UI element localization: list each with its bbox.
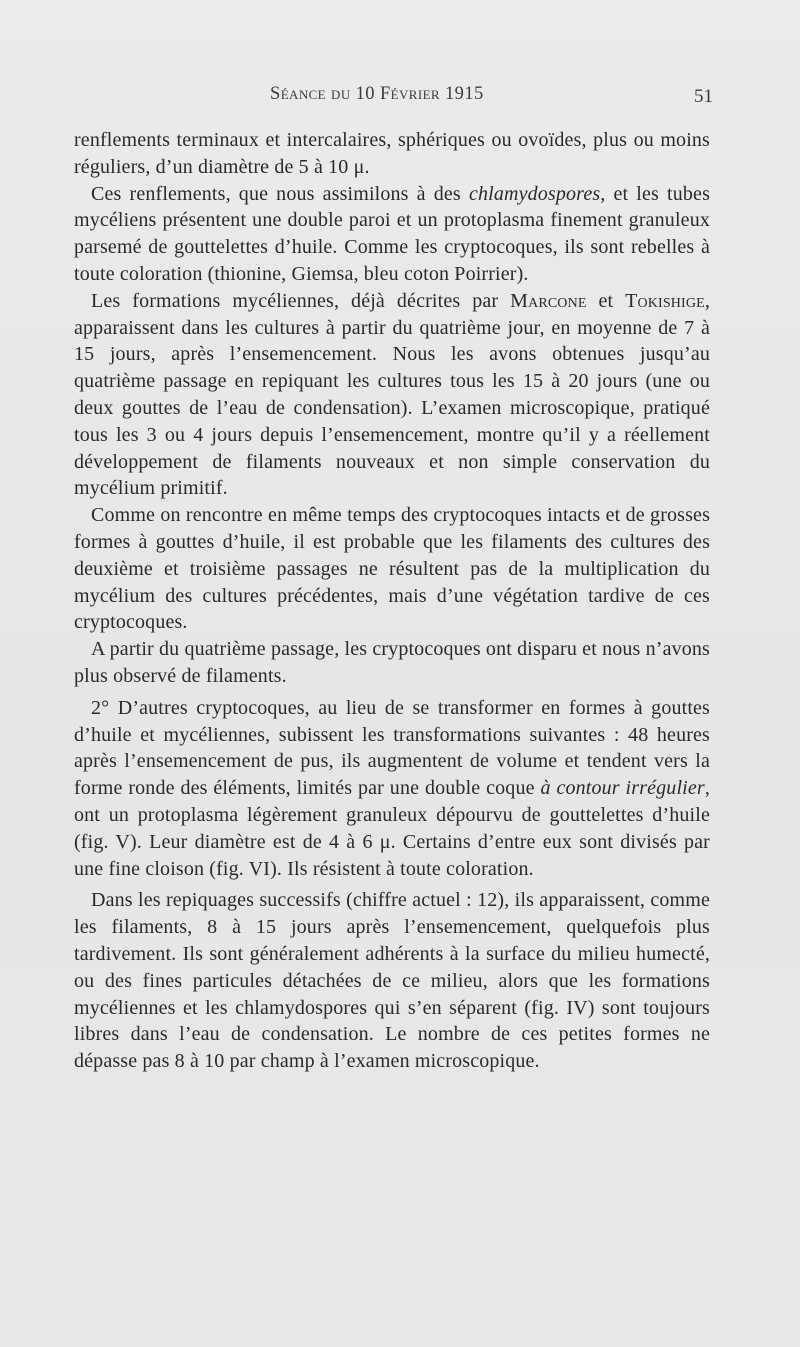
paragraph-5	[74, 636, 710, 690]
running-head	[0, 84, 800, 114]
paragraph-2-text-a: Ces renflements, que nous assimilons à des	[91, 182, 469, 205]
paragraph-6-text-a: 2° D’autres cryptocoques, au lieu de se transformer en formes à gouttes d’huile et mycéliennes, subissent les transformations suivantes : 48 heures après l’ensemencement de pus, ils augmentent de volume et tendent vers la forme ronde des éléments, limités par une double coque	[74, 696, 710, 800]
paragraph-3-text-c: , apparaissent dans les cultures à partir du quatrième jour, en moyenne de 7 à 15 jours, après l’ensemencement. Nous les avons obtenues jusqu’au quatrième passage en repiquant les cultures tous les 15 à 20 jours (une ou deux gouttes de l’eau de condensation). L’examen microscopique, pratiqué tous les 3 ou 4 jours depuis l’ensemencement, montre qu’il y a réellement développement de filaments nouveaux et non simple conservation du mycélium primitif.	[74, 289, 710, 500]
paragraph-3-text-a: Les formations mycéliennes, déjà décrites par	[91, 289, 511, 312]
paragraph-5-text: A partir du quatrième passage, les cryptocoques ont disparu et nous n’avons plus observé de filaments.	[74, 638, 710, 687]
paragraph-2	[74, 181, 710, 288]
paragraph-7	[74, 887, 710, 1075]
paragraph-4	[74, 502, 710, 636]
paragraph-2-text-b: , et les tubes mycéliens présentent une double paroi et un protoplasma finement granuleux parsemé de gouttelettes d’huile. Comme les cryptocoques, ils sont rebelles à toute coloration (thionine, Giemsa, bleu coton Poirrier).	[74, 182, 710, 285]
chlamydospores-term: chlamydospores	[468, 182, 601, 205]
author-name-marcone: Marcone	[510, 289, 587, 312]
paragraph-3	[74, 288, 710, 502]
page-number: 51	[694, 86, 713, 107]
paragraph-1-text: renflements terminaux et intercalaires, sphériques ou ovoïdes, plus ou moins réguliers, d’un diamètre de 5 à 10 μ.	[74, 129, 710, 178]
paragraph-4-text: Comme on rencontre en même temps des cryptocoques intacts et de grosses formes à gouttes d’huile, il est probable que les filaments des cultures des deuxième et troisième passages ne résultent pas de la multiplication du mycélium des cultures précédentes, mais d’une végétation tardive de ces cryptocoques.	[74, 504, 710, 634]
paragraph-6-text-b: , ont un protoplasma légèrement granuleux dépourvu de gouttelettes d’huile (fig. V). Leur diamètre est de 4 à 6 μ. Certains d’entre eux sont divisés par une fine cloison (fig. VI). Ils résistent à toute coloration.	[74, 777, 710, 880]
running-head-title: Séance du 10 Février 1915	[270, 84, 484, 104]
paragraph-6	[74, 695, 710, 883]
paragraph-3-text-b: et	[586, 289, 626, 312]
body-text	[74, 127, 710, 1075]
author-name-tokishige: Tokishige	[625, 289, 705, 312]
paragraph-1	[74, 127, 710, 181]
paragraph-7-text: Dans les repiquages successifs (chiffre actuel : 12), ils apparaissent, comme les filaments, 8 à 15 jours après l’ensemencement, quelquefois plus tardivement. Ils sont généralement adhérents à la surface du milieu humecté, ou des fines particules détachées de ce milieu, alors que les formations mycéliennes et les chlamydospores qui s’en séparent (fig. IV) sont toujours libres dans l’eau de condensation. Le nombre de ces petites formes ne dépasse pas 8 à 10 par champ à l’examen microscopique.	[74, 889, 710, 1073]
contour-irregulier-term: à contour irrégulier	[540, 777, 705, 800]
